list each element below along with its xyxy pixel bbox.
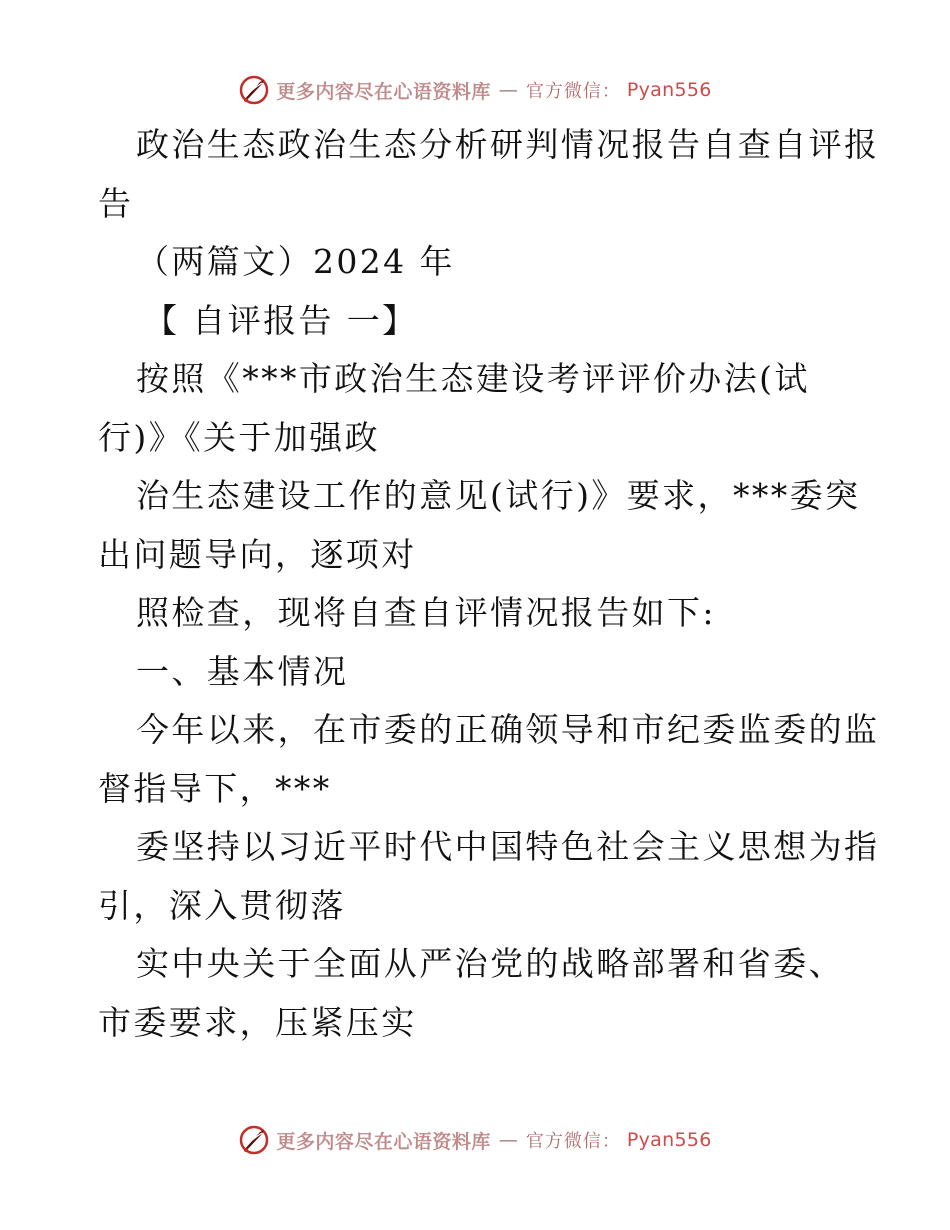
paragraph-line: 督指导下，*** — [98, 768, 332, 808]
watermark-separator: — — [498, 79, 518, 101]
paragraph-line: 按照《***市政治生态建设考评评价办法(试 — [136, 359, 810, 398]
paragraph-line: 市委要求，压紧压实 — [98, 1002, 417, 1042]
paragraph-line: 出问题导向，逐项对 — [98, 534, 417, 574]
watermark-separator: — — [498, 1129, 518, 1151]
paragraph-line: 照检查，现将自查自评情况报告如下: — [136, 593, 716, 632]
document-title-line-2: 告 — [98, 183, 134, 223]
watermark-text: 更多内容尽在心语资料库 — [276, 1130, 491, 1153]
document-subtitle: （两篇文）2024 年 — [136, 242, 455, 281]
header-watermark — [0, 70, 950, 110]
paragraph-line: 委坚持以习近平时代中国特色社会主义思想为指 — [136, 827, 880, 866]
paragraph-line: 治生态建设工作的意见(试行)》要求，***委突 — [136, 476, 861, 515]
section-heading: 【 自评报告 一】 — [144, 300, 418, 340]
footer-watermark — [0, 1120, 950, 1160]
watermark-wechat-id: Pyan556 — [626, 79, 712, 101]
paragraph-line: 今年以来，在市委的正确领导和市纪委监委的监 — [136, 710, 880, 749]
paragraph-line: 行)》《关于加强政 — [98, 417, 380, 457]
watermark-wechat-label: 官方微信： — [525, 81, 621, 102]
subsection-heading: 一、基本情况 — [136, 651, 349, 691]
paragraph-line: 实中央关于全面从严治党的战略部署和省委、 — [136, 944, 844, 983]
watermark-wechat-label: 官方微信： — [525, 1131, 621, 1152]
document-title-line-1: 政治生态政治生态分析研判情况报告自查自评报 — [136, 125, 880, 164]
watermark-text: 更多内容尽在心语资料库 — [276, 80, 491, 103]
watermark-wechat-id: Pyan556 — [626, 1129, 712, 1151]
paragraph-line: 引，深入贯彻落 — [98, 885, 346, 925]
document-body — [98, 116, 880, 1052]
quill-pen-logo-icon — [238, 1124, 270, 1156]
quill-pen-logo-icon — [238, 74, 270, 106]
